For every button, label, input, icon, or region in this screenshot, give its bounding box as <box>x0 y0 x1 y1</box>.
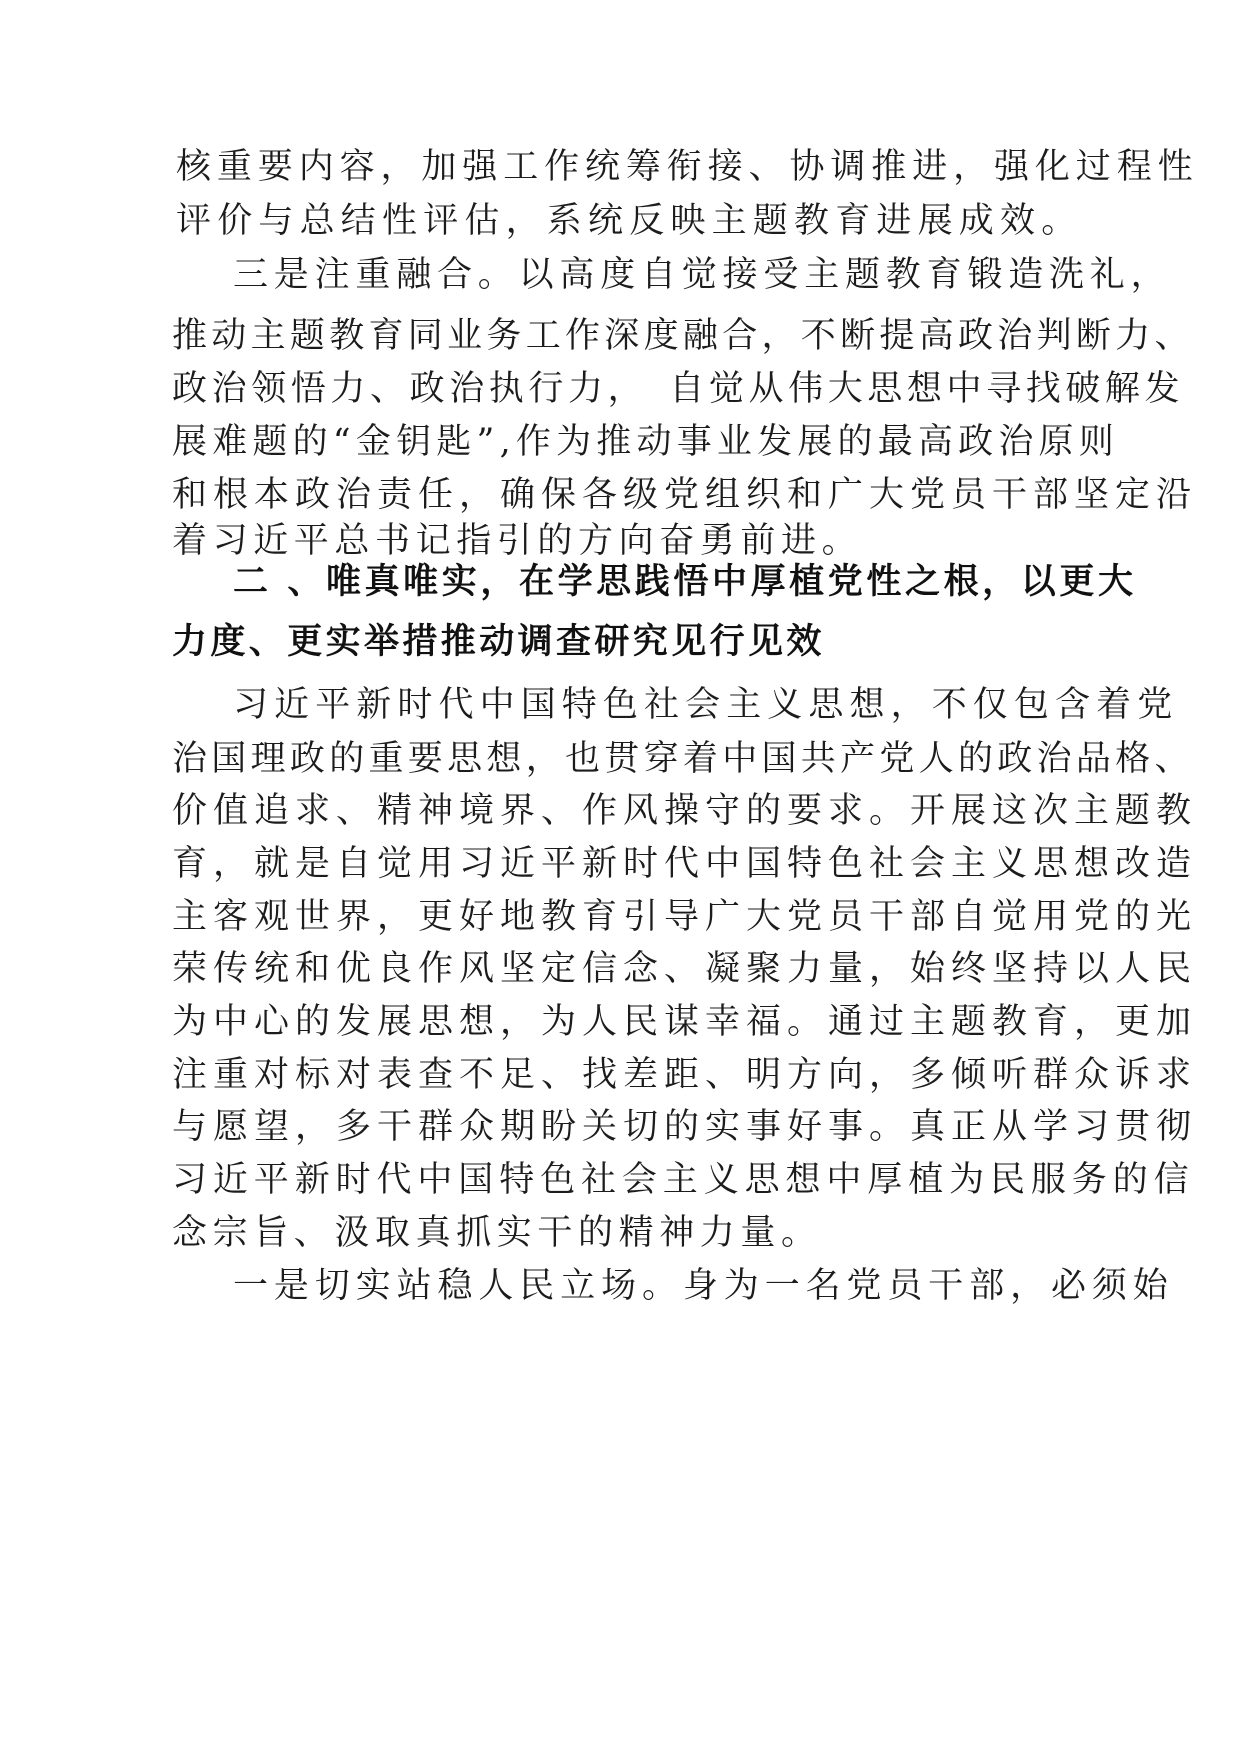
text-line: 核重要内容，加强工作统筹衔接、协调推进，强化过程性 <box>176 147 1199 187</box>
text-line: 推动主题教育同业务工作深度融合，不断提高政治判断力、 <box>172 316 1194 356</box>
text-line: 和根本政治责任，确保各级党组织和广大党员干部坚定沿 <box>172 475 1198 515</box>
text-line: 为中心的发展思想，为人民谋幸福。通过主题教育，更加 <box>172 1002 1198 1042</box>
section-heading: 二 、唯真唯实，在学思践悟中厚植党性之根，以更大 <box>233 562 1137 602</box>
text-line: 与愿望，多干群众期盼关切的实事好事。真正从学习贯彻 <box>172 1107 1198 1147</box>
text-line: 治国理政的重要思想，也贯穿着中国共产党人的政治品格、 <box>172 739 1194 779</box>
text-line: 主客观世界，更好地教育引导广大党员干部自觉用党的光 <box>172 897 1198 937</box>
paragraph-first-line: 习近平新时代中国特色社会主义思想，不仅包含着党 <box>233 685 1179 725</box>
section-heading-continued: 力度、更实举措推动调查研究见行见效 <box>172 622 825 662</box>
text-line: 育，就是自觉用习近平新时代中国特色社会主义思想改造 <box>172 844 1198 884</box>
text-line: 政治领悟力、政治执行力， 自觉从伟大思想中寻找破解发 <box>172 369 1185 409</box>
text-line: 习近平新时代中国特色社会主义思想中厚植为民服务的信 <box>172 1160 1195 1200</box>
text-line: 价值追求、精神境界、作风操守的要求。开展这次主题教 <box>172 791 1198 831</box>
text-line: 着习近平总书记指引的方向奋勇前进。 <box>172 521 863 561</box>
text-line: 注重对标对表查不足、找差距、明方向，多倾听群众诉求 <box>172 1055 1198 1095</box>
text-line: 荣传统和优良作风坚定信念、凝聚力量，始终坚持以人民 <box>172 949 1198 989</box>
text-line: 展难题的“金钥匙”,作为推动事业发展的最高政治原则 <box>172 422 1119 462</box>
paragraph-first-line: 一是切实站稳人民立场。身为一名党员干部，必须始 <box>233 1266 1174 1306</box>
text-line: 念宗旨、汲取真抓实干的精神力量。 <box>172 1213 822 1253</box>
paragraph-first-line: 三是注重融合。以高度自觉接受主题教育锻造洗礼， <box>233 255 1172 295</box>
text-line: 评价与总结性评估，系统反映主题教育进展成效。 <box>176 201 1083 241</box>
